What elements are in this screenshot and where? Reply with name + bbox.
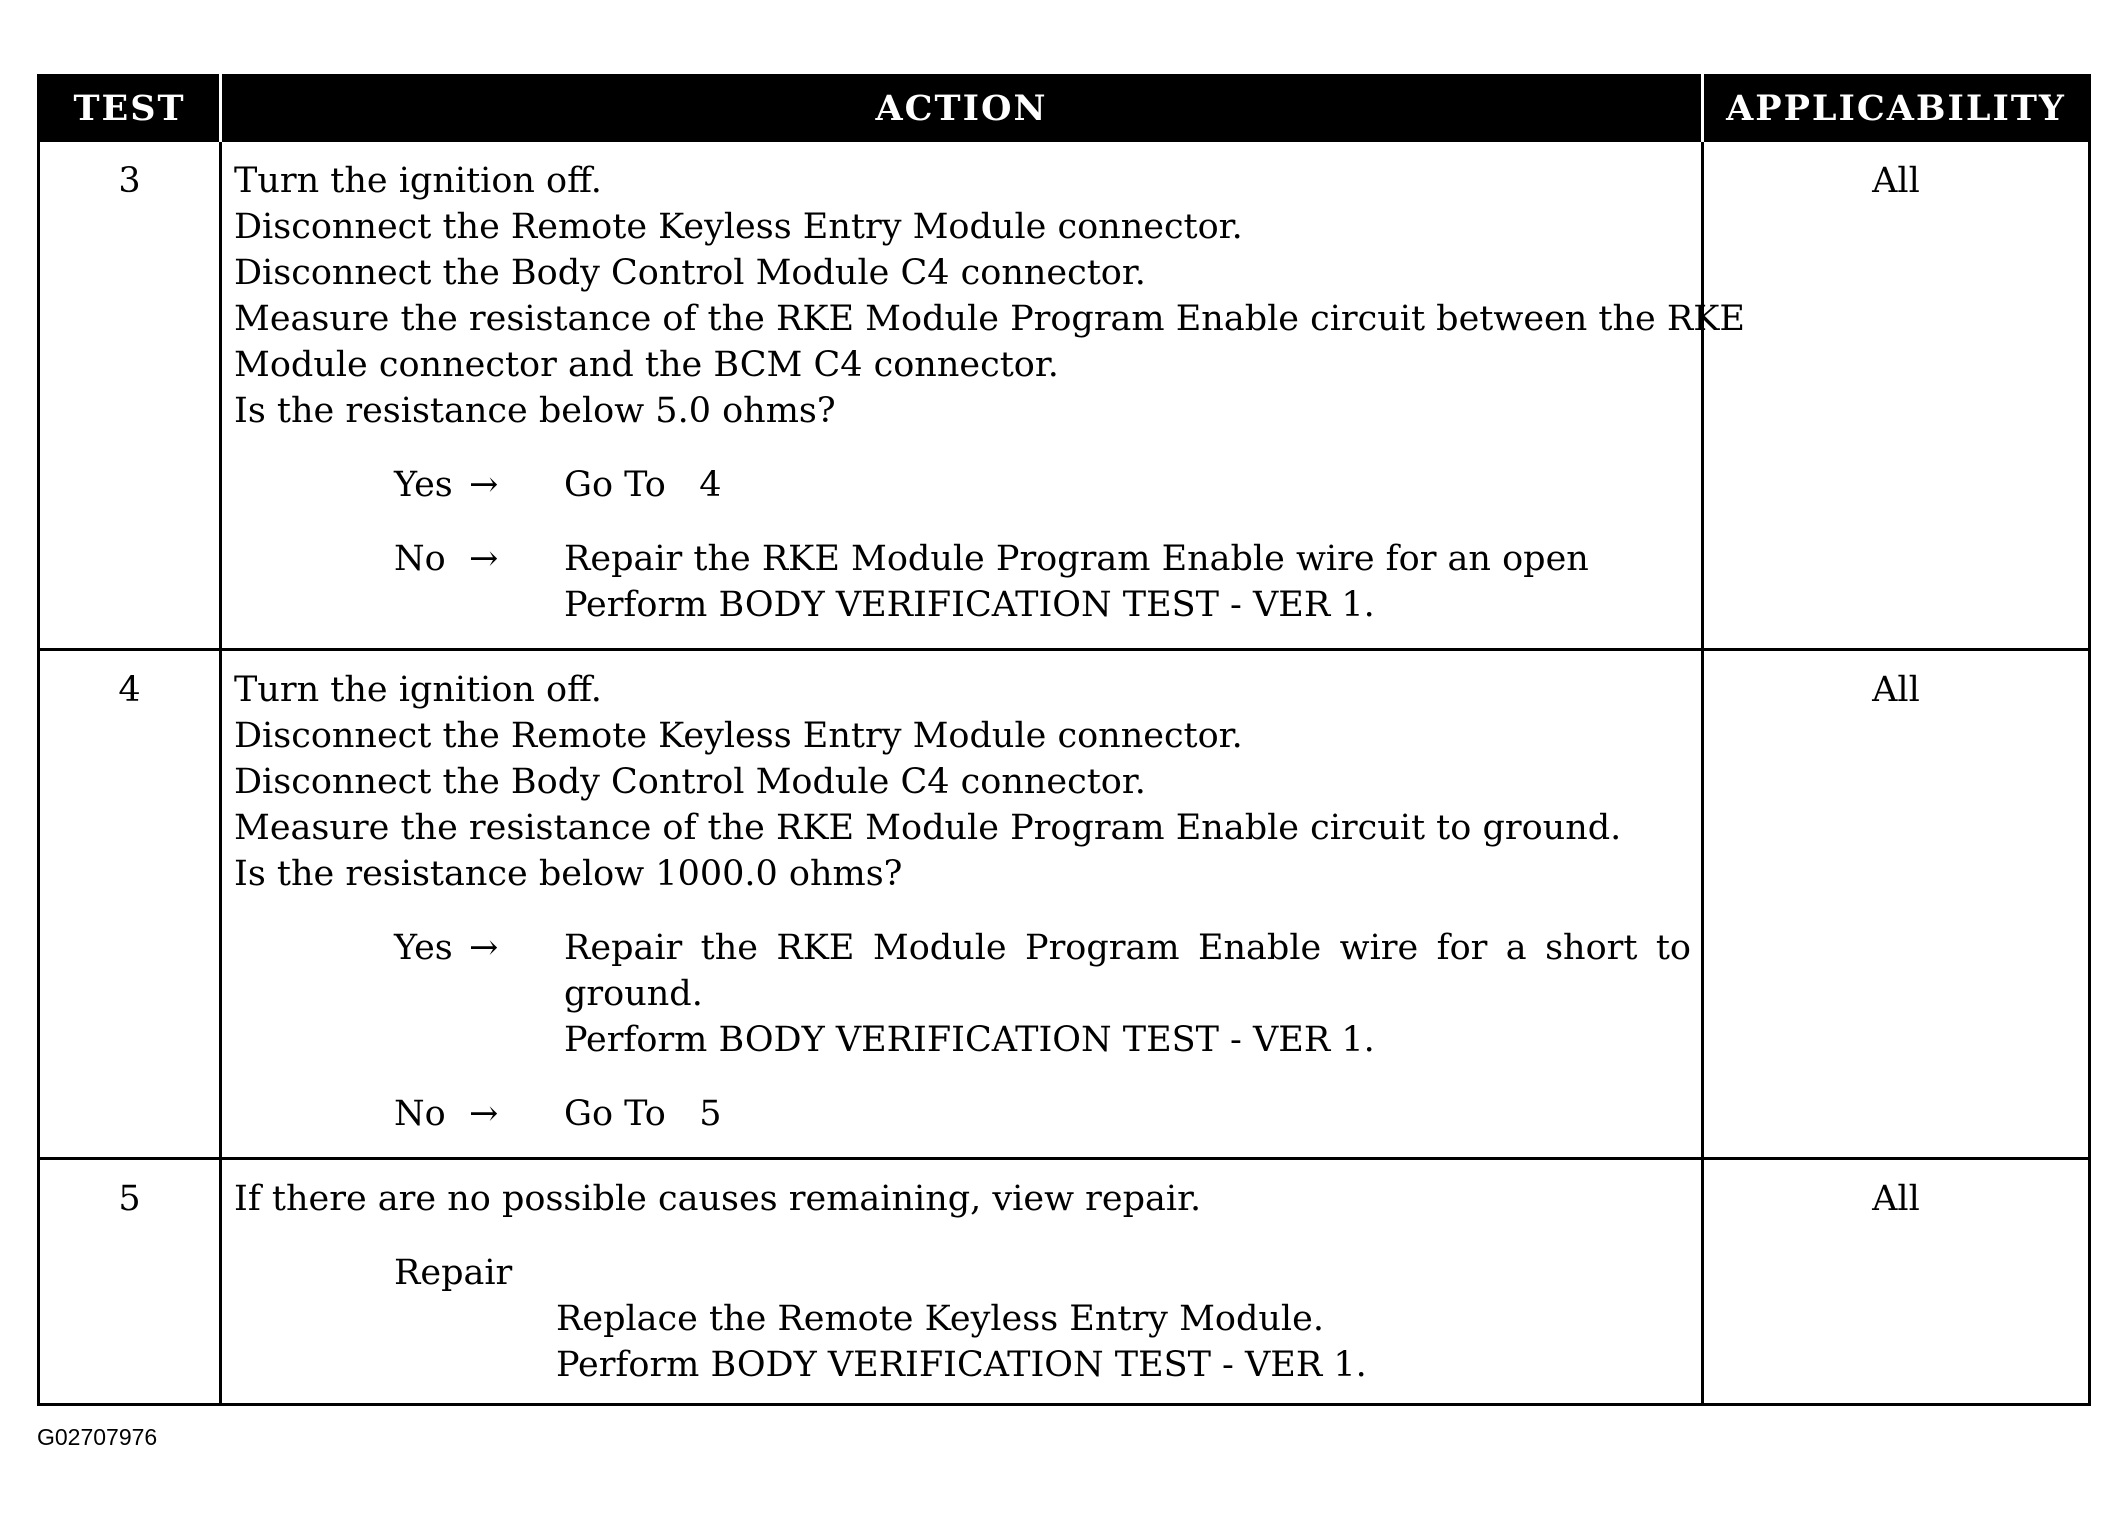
figure-id: G02707976 (37, 1424, 158, 1450)
result-text: Go To 5 (564, 1094, 722, 1134)
header-test: TEST (39, 76, 221, 141)
applicability-value: All (1703, 650, 2090, 1159)
result-no (394, 536, 1691, 628)
test-number: 4 (39, 650, 221, 1159)
action-step: Disconnect the Body Control Module C4 connector. (234, 253, 1146, 293)
action-step: Turn the ignition off. (234, 670, 602, 710)
repair-instructions (556, 1296, 1691, 1388)
result-yes (394, 925, 1691, 1063)
repair-label: Repair (394, 1253, 513, 1293)
result-text: Perform BODY VERIFICATION TEST - VER 1. (564, 1020, 1375, 1060)
result-no (394, 1091, 1691, 1137)
result-yes (394, 462, 1691, 508)
result-text: Repair the RKE Module Program Enable wire for an open (564, 539, 1589, 579)
action-cell (221, 141, 1745, 650)
arrow-right-icon: → (469, 1094, 499, 1134)
result-text: ground. (564, 974, 703, 1014)
action-step: Is the resistance below 1000.0 ohms? (234, 854, 903, 894)
action-step: Disconnect the Remote Keyless Entry Module connector. (234, 716, 1243, 756)
arrow-right-icon: → (469, 465, 499, 505)
action-step: If there are no possible causes remaining, view repair. (234, 1179, 1202, 1219)
action-step: Measure the resistance of the RKE Module Program Enable circuit to ground. (234, 808, 1622, 848)
table-row-test-5 (39, 1159, 2090, 1405)
result-text: Perform BODY VERIFICATION TEST - VER 1. (564, 585, 1375, 625)
result-label: No (394, 1094, 446, 1134)
test-number: 5 (39, 1159, 221, 1405)
table-row-test-3 (39, 141, 2090, 650)
applicability-value: All (1703, 141, 2090, 650)
action-step: Disconnect the Remote Keyless Entry Module connector. (234, 207, 1243, 247)
action-step: Disconnect the Body Control Module C4 connector. (234, 762, 1146, 802)
result-text: Go To 4 (564, 465, 722, 505)
arrow-right-icon: → (469, 539, 499, 579)
result-text: Repair the RKE Module Program Enable wire for a short to (564, 928, 1691, 968)
test-number: 3 (39, 141, 221, 650)
diagnostic-test-table (37, 74, 2091, 1406)
result-label: Yes (394, 928, 453, 968)
result-label: No (394, 539, 446, 579)
action-cell (221, 1159, 1703, 1405)
header-action: ACTION (221, 76, 1703, 141)
action-step: Measure the resistance of the RKE Module Program Enable circuit between the RKE (234, 299, 1745, 339)
arrow-right-icon: → (469, 928, 499, 968)
repair-text: Perform BODY VERIFICATION TEST - VER 1. (556, 1345, 1367, 1385)
table-header-row (39, 76, 2090, 141)
repair-text: Replace the Remote Keyless Entry Module. (556, 1299, 1324, 1339)
action-step: Is the resistance below 5.0 ohms? (234, 391, 836, 431)
action-step: Module connector and the BCM C4 connector. (234, 345, 1059, 385)
result-label: Yes (394, 465, 453, 505)
header-applicability: APPLICABILITY (1703, 76, 2090, 141)
action-cell (221, 650, 1703, 1159)
table-row-test-4 (39, 650, 2090, 1159)
action-step: Turn the ignition off. (234, 161, 602, 201)
applicability-value: All (1703, 1159, 2090, 1405)
